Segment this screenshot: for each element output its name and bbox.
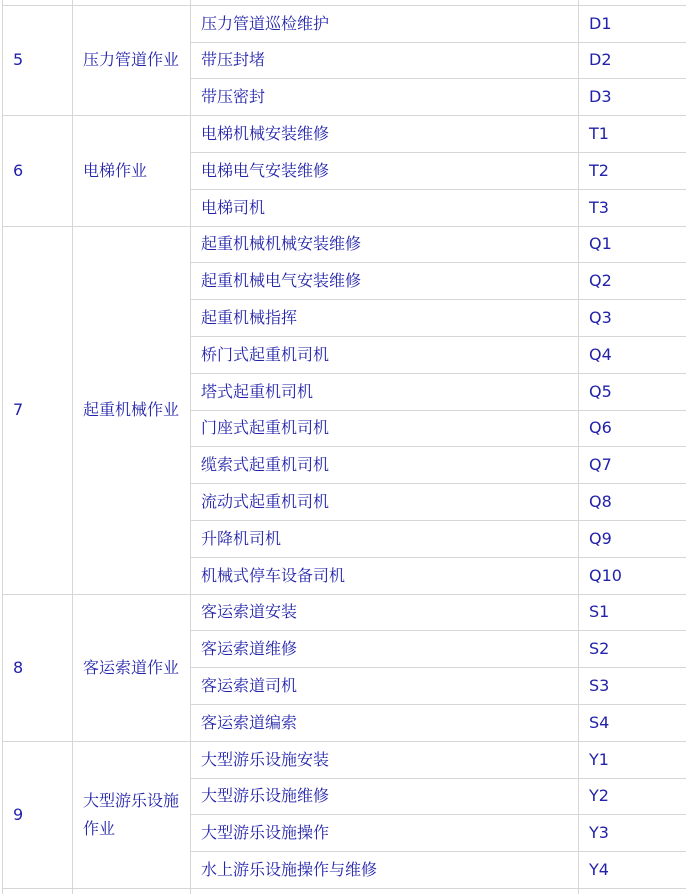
item-name-cell: 缆索式起重机司机	[191, 447, 579, 484]
empty-cell	[579, 888, 686, 894]
empty-cell	[191, 888, 579, 894]
item-name-cell: 塔式起重机司机	[191, 373, 579, 410]
section-category-cell: 大型游乐设施作业	[73, 741, 191, 888]
section-number-cell: 7	[3, 226, 73, 594]
item-code-cell: Y4	[579, 852, 686, 889]
special-equipment-operations-table	[2, 0, 686, 894]
section-category-cell: 电梯作业	[73, 116, 191, 226]
item-name-cell: 大型游乐设施维修	[191, 778, 579, 815]
item-code-cell: Q10	[579, 557, 686, 594]
item-code-cell: T3	[579, 189, 686, 226]
table-row	[3, 5, 686, 42]
item-name-cell: 升降机司机	[191, 520, 579, 557]
table-row	[3, 116, 686, 153]
item-code-cell: T1	[579, 116, 686, 153]
section-number-cell: 6	[3, 116, 73, 226]
item-code-cell: Q2	[579, 263, 686, 300]
section-number-cell: 9	[3, 741, 73, 888]
item-name-cell: 客运索道编索	[191, 704, 579, 741]
item-code-cell: Q6	[579, 410, 686, 447]
item-code-cell: Q1	[579, 226, 686, 263]
item-name-cell: 流动式起重机司机	[191, 484, 579, 521]
section-category-cell: 起重机械作业	[73, 226, 191, 594]
item-code-cell: D3	[579, 79, 686, 116]
item-code-cell: S3	[579, 668, 686, 705]
item-code-cell: T2	[579, 152, 686, 189]
item-name-cell: 起重机械机械安装维修	[191, 226, 579, 263]
item-code-cell: S2	[579, 631, 686, 668]
item-code-cell: Q3	[579, 300, 686, 337]
item-code-cell: Q4	[579, 336, 686, 373]
table-row	[3, 741, 686, 778]
item-code-cell: S4	[579, 704, 686, 741]
item-name-cell: 水上游乐设施操作与维修	[191, 852, 579, 889]
item-code-cell: Q9	[579, 520, 686, 557]
item-name-cell: 电梯司机	[191, 189, 579, 226]
item-name-cell: 起重机械指挥	[191, 300, 579, 337]
item-code-cell: Y2	[579, 778, 686, 815]
item-name-cell: 大型游乐设施安装	[191, 741, 579, 778]
item-name-cell: 客运索道司机	[191, 668, 579, 705]
item-code-cell: Y1	[579, 741, 686, 778]
table-row	[3, 226, 686, 263]
section-category-cell: 压力管道作业	[73, 5, 191, 115]
item-code-cell: D2	[579, 42, 686, 79]
item-name-cell: 客运索道维修	[191, 631, 579, 668]
section-number-cell: 5	[3, 5, 73, 115]
table-body	[3, 0, 686, 894]
item-code-cell: Y3	[579, 815, 686, 852]
item-code-cell: D1	[579, 5, 686, 42]
table-row	[3, 594, 686, 631]
item-name-cell: 大型游乐设施操作	[191, 815, 579, 852]
item-code-cell: Q8	[579, 484, 686, 521]
item-code-cell: Q5	[579, 373, 686, 410]
item-name-cell: 起重机械电气安装维修	[191, 263, 579, 300]
item-name-cell: 压力管道巡检维护	[191, 5, 579, 42]
item-name-cell: 门座式起重机司机	[191, 410, 579, 447]
item-name-cell: 桥门式起重机司机	[191, 336, 579, 373]
item-name-cell: 电梯机械安装维修	[191, 116, 579, 153]
clipped-row-bottom	[3, 888, 686, 894]
item-code-cell: Q7	[579, 447, 686, 484]
item-name-cell: 机械式停车设备司机	[191, 557, 579, 594]
item-name-cell: 电梯电气安装维修	[191, 152, 579, 189]
section-number-cell: 8	[3, 594, 73, 741]
empty-cell	[3, 888, 73, 894]
empty-cell	[73, 888, 191, 894]
item-name-cell: 客运索道安装	[191, 594, 579, 631]
item-name-cell: 带压密封	[191, 79, 579, 116]
item-code-cell: S1	[579, 594, 686, 631]
item-name-cell: 带压封堵	[191, 42, 579, 79]
section-category-cell: 客运索道作业	[73, 594, 191, 741]
